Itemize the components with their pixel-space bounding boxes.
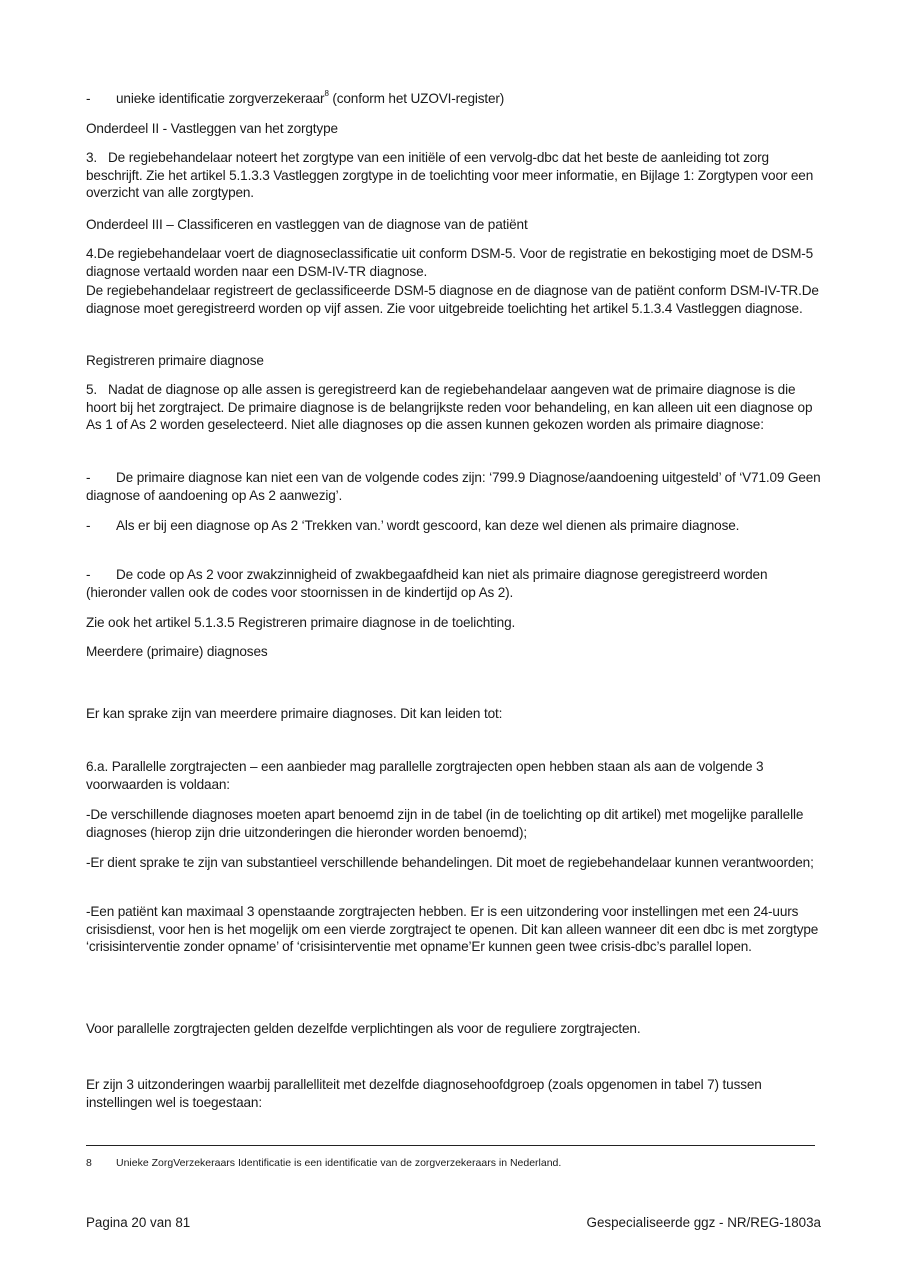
section-heading: Onderdeel III – Classificeren en vastleggen van de diagnose van de patiënt <box>86 217 528 232</box>
bullet-item <box>86 566 821 601</box>
bullet-marker: - <box>86 470 91 485</box>
condition-item: -De verschillende diagnoses moeten apart benoemd zijn in de tabel (in de toelichting op dit artikel) met mogelijke parallelle diagnoses (hierop zijn drie uitzonderingen die hieronder worden benoemd); <box>86 807 804 840</box>
paragraph: 6.a. Parallelle zorgtrajecten – een aanbieder mag parallelle zorgtrajecten open hebben staan als aan de volgende 3 voorwaarden is voldaan: <box>86 759 764 792</box>
bullet-item <box>86 90 821 108</box>
condition-item: -Er dient sprake te zijn van substantieel verschillende behandelingen. Dit moet de regiebehandelaar kunnen verantwoorden; <box>86 855 814 870</box>
bullet-item <box>86 469 821 504</box>
section-heading: Onderdeel II - Vastleggen van het zorgtype <box>86 121 338 136</box>
paragraph-text: De regiebehandelaar noteert het zorgtype van een initiële of een vervolg-dbc dat het beste de aanleiding tot zorg beschrijft. Zie het artikel 5.1.3.3 Vastleggen zorgtype in de toelichting voor meer informatie, en Bijlage 1: Zorgtypen voor een overzicht van alle zorgtypen. <box>86 150 814 201</box>
paragraph: 4.De regiebehandelaar voert de diagnoseclassificatie uit conform DSM-5. Voor de registratie en bekostiging moet de DSM-5 diagnose vertaald worden naar een DSM-IV-TR diagnose. <box>86 246 814 279</box>
paragraph-text: Nadat de diagnose op alle assen is geregistreerd kan de regiebehandelaar aangeven wat de primaire diagnose is die hoort bij het zorgtraject. De primaire diagnose is de belangrijkste reden voor behandeling, en kan alleen uit een diagnose op As 1 of As 2 worden geselecteerd. Niet alle diagnoses op die assen kunnen gekozen worden als primaire diagnose: <box>86 382 813 433</box>
footnote <box>86 1157 561 1170</box>
footnote-number: 8 <box>86 1157 92 1169</box>
section-heading: Meerdere (primaire) diagnoses <box>86 644 268 659</box>
footnote-text: Unieke ZorgVerzekeraars Identificatie is een identificatie van de zorgverzekeraars in Nederland. <box>116 1157 562 1169</box>
bullet-text: unieke identificatie zorgverzekeraar <box>116 91 325 106</box>
footnote-divider <box>86 1145 815 1146</box>
bullet-text: Als er bij een diagnose op As 2 ‘Trekken van.’ wordt gescoord, kan deze wel dienen als primaire diagnose. <box>116 518 740 533</box>
bullet-text: De code op As 2 voor zwakzinnigheid of zwakbegaafdheid kan niet als primaire diagnose geregistreerd worden (hieronder vallen ook de codes voor stoornissen in de kindertijd op As 2). <box>86 567 768 600</box>
numbered-paragraph <box>86 381 821 434</box>
condition-item: -Een patiënt kan maximaal 3 openstaande zorgtrajecten hebben. Er is een uitzondering voor instellingen met een 24-uurs crisisdienst, voor hen is het mogelijk om een vierde zorgtraject te openen. Dit kan alleen wanneer dit een dbc is met zorgtype ‘crisisinterventie zonder opname’ of ‘crisisinterventie met opname’Er kunnen geen twee crisis-dbc’s parallel lopen. <box>86 904 819 955</box>
bullet-marker: - <box>86 91 91 106</box>
bullet-item <box>86 517 821 535</box>
bullet-text: De primaire diagnose kan niet een van de volgende codes zijn: ‘799.9 Diagnose/aandoening uitgesteld’ of ‘V71.09 Geen diagnose of aandoening op As 2 aanwezig’. <box>86 470 821 503</box>
paragraph-number: 5. <box>86 382 98 397</box>
paragraph: Er kan sprake zijn van meerdere primaire diagnoses. Dit kan leiden tot: <box>86 706 503 721</box>
document-reference: Gespecialiseerde ggz - NR/REG-1803a <box>586 1215 821 1230</box>
paragraph: De regiebehandelaar registreert de geclassificeerde DSM-5 diagnose en de diagnose van de patiënt conform DSM-IV-TR.De diagnose moet geregistreerd worden op vijf assen. Zie voor uitgebreide toelichting het artikel 5.1.3.4 Vastleggen diagnose. <box>86 283 819 316</box>
bullet-marker: - <box>86 567 91 582</box>
footnote-ref[interactable]: 8 <box>324 89 329 98</box>
paragraph-number: 3. <box>86 150 98 165</box>
bullet-text-after: (conform het UZOVI-register) <box>328 91 505 106</box>
paragraph: Voor parallelle zorgtrajecten gelden dezelfde verplichtingen als voor de reguliere zorgtrajecten. <box>86 1021 641 1036</box>
bullet-marker: - <box>86 518 91 533</box>
section-heading: Registreren primaire diagnose <box>86 353 264 368</box>
paragraph: Zie ook het artikel 5.1.3.5 Registreren primaire diagnose in de toelichting. <box>86 615 516 630</box>
page-number: Pagina 20 van 81 <box>86 1215 191 1230</box>
paragraph: Er zijn 3 uitzonderingen waarbij parallelliteit met dezelfde diagnosehoofdgroep (zoals opgenomen in tabel 7) tussen instellingen wel is toegestaan: <box>86 1077 762 1110</box>
numbered-paragraph <box>86 149 821 202</box>
